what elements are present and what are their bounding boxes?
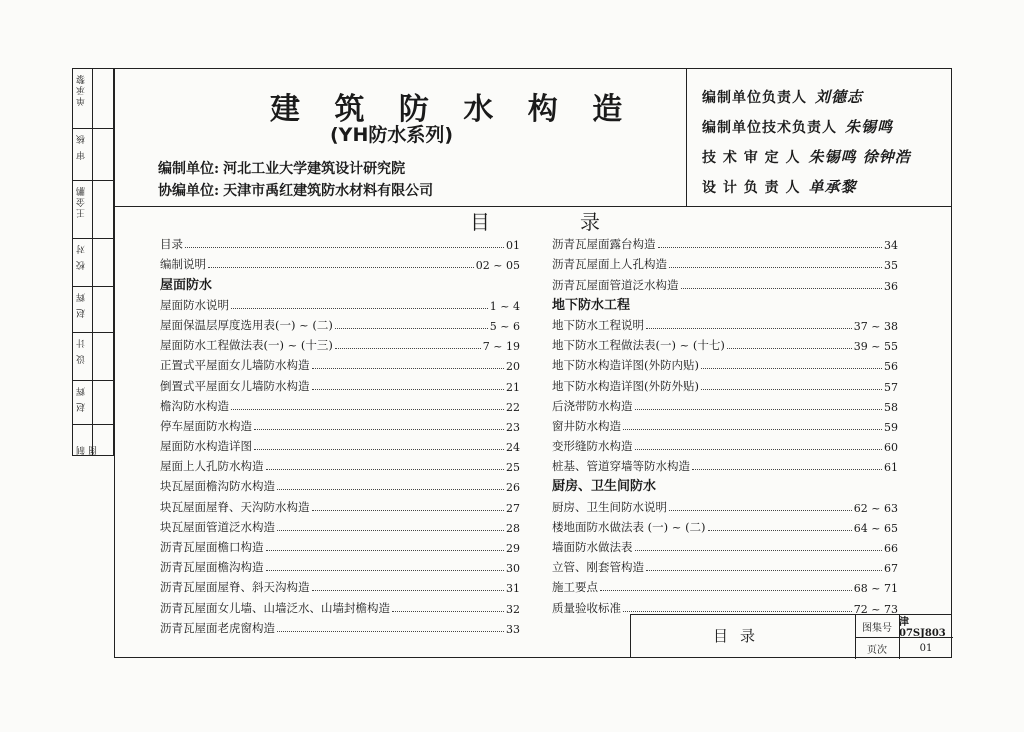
toc-entry bbox=[160, 575, 520, 595]
toc-entry bbox=[160, 616, 520, 636]
toc-section-heading bbox=[552, 293, 898, 313]
toc-leader-dots bbox=[266, 570, 505, 571]
toc-leader-dots bbox=[254, 429, 504, 430]
toc-entry bbox=[160, 232, 520, 252]
toc-leader-dots bbox=[208, 267, 474, 268]
toc-leader-dots bbox=[669, 510, 852, 511]
toc-entry-title: 桩基、管道穿墙等防水构造 bbox=[552, 459, 690, 474]
toc-leader-dots bbox=[231, 409, 504, 410]
toc-entry-title: 屋面上人孔防水构造 bbox=[160, 459, 264, 474]
strip-label: 单承黎 bbox=[77, 73, 87, 106]
strip-cell-review bbox=[73, 129, 113, 181]
strip-label: 审 核 bbox=[77, 133, 87, 160]
toc-leader-dots bbox=[277, 489, 504, 490]
toc-entry bbox=[160, 373, 520, 393]
toc-entry bbox=[552, 313, 898, 333]
responsible-signature: 单承黎 bbox=[808, 178, 857, 196]
toc-leader-dots bbox=[254, 449, 504, 450]
toc-leader-dots bbox=[266, 469, 505, 470]
toc-entry-page: 60 bbox=[884, 441, 898, 455]
toc-entry-page: 20 bbox=[506, 360, 520, 374]
toc-entry-title: 沥青瓦屋面檐口构造 bbox=[160, 540, 264, 554]
toc-entry bbox=[552, 595, 898, 615]
toc-entry-page: 66 bbox=[884, 542, 898, 555]
toc-entry-title: 屋面防水工程做法表(一) ~ (十三) bbox=[160, 338, 333, 353]
toc-entry-page: 02 ~ 05 bbox=[475, 259, 520, 273]
toc-entry bbox=[552, 252, 898, 272]
responsible-role: 编制单位技术负责人 bbox=[702, 120, 837, 136]
responsible-role: 设 计 负 责 人 bbox=[702, 180, 801, 196]
toc-entry-title: 施工要点 bbox=[552, 580, 598, 595]
toc-leader-dots bbox=[701, 389, 882, 390]
toc-leader-dots bbox=[623, 429, 882, 430]
org-value: 天津市禹红建筑防水材料有限公司 bbox=[223, 183, 434, 199]
toc-entry-title: 正置式平屋面女儿墙防水构造 bbox=[160, 358, 310, 373]
toc-entry-title: 沥青瓦屋面管道泛水构造 bbox=[552, 277, 679, 292]
toc-entry bbox=[160, 394, 520, 414]
toc-leader-dots bbox=[708, 530, 852, 531]
toc-entry bbox=[160, 313, 520, 333]
toc-entry bbox=[552, 373, 898, 393]
toc-entry-title: 沥青瓦屋面屋脊、斜天沟构造 bbox=[160, 580, 310, 595]
responsible-row bbox=[702, 116, 893, 137]
atlas-label: 图集号 bbox=[862, 622, 892, 634]
toc-entry-page: 30 bbox=[506, 562, 520, 576]
toc-entry-title: 后浇带防水构造 bbox=[552, 398, 633, 413]
toc-leader-dots bbox=[658, 247, 883, 248]
toc-entry-title: 檐沟防水构造 bbox=[160, 398, 229, 413]
toc-entry-title: 地下防水构造详图(外防外贴) bbox=[552, 378, 699, 393]
toc-entry bbox=[552, 272, 898, 292]
toc-entry bbox=[160, 454, 520, 474]
toc-entry-page: 33 bbox=[506, 622, 520, 636]
strip-cell-drafter bbox=[73, 381, 113, 425]
responsible-row bbox=[702, 146, 911, 167]
responsible-role: 编制单位负责人 bbox=[702, 90, 807, 106]
toc-entry bbox=[160, 515, 520, 535]
toc-entry-title: 块瓦屋面屋脊、天沟防水构造 bbox=[160, 499, 310, 514]
toc-leader-dots bbox=[266, 550, 505, 551]
strip-label: 赵 辉 bbox=[77, 291, 87, 318]
toc-entry bbox=[552, 333, 898, 353]
toc-leader-dots bbox=[681, 288, 883, 289]
toc-leader-dots bbox=[231, 308, 488, 309]
toc-entry-page: 5 ~ 6 bbox=[489, 319, 520, 333]
toc-leader-dots bbox=[669, 267, 882, 268]
title-block bbox=[630, 614, 952, 658]
toc-leader-dots bbox=[635, 409, 883, 410]
atlas-number: 津07SJ803 bbox=[899, 617, 946, 639]
toc-entry bbox=[552, 515, 898, 535]
toc-leader-dots bbox=[335, 348, 481, 349]
toc-entry-page: 56 bbox=[884, 360, 898, 374]
page-number: 01 bbox=[919, 642, 933, 654]
toc-entry-page: 24 bbox=[506, 441, 520, 455]
toc-entry-title: 目录 bbox=[160, 237, 183, 252]
toc-entry-title: 块瓦屋面管道泛水构造 bbox=[160, 519, 275, 534]
toc-entry-page: 32 bbox=[506, 602, 520, 616]
responsible-signature: 朱锡鸣 徐钟浩 bbox=[808, 148, 911, 166]
toc-leader-dots bbox=[646, 328, 852, 329]
toc-entry-page: 37 ~ 38 bbox=[853, 319, 898, 333]
toc-entry bbox=[552, 414, 898, 434]
toc-entry-page: 35 bbox=[884, 259, 898, 273]
org-key: 协编单位: bbox=[158, 183, 220, 199]
toc-entry-page: 29 bbox=[506, 542, 520, 555]
toc-leader-dots bbox=[646, 570, 882, 571]
toc-entry bbox=[160, 474, 520, 494]
toc-entry-title: 变形缝防水构造 bbox=[552, 439, 633, 454]
toc-entry-title: 屋面防水 bbox=[160, 277, 213, 293]
toc-right-column bbox=[552, 232, 898, 616]
toc-entry bbox=[552, 434, 898, 454]
toc-leader-dots bbox=[701, 368, 882, 369]
toc-entry-title: 屋面防水说明 bbox=[160, 297, 229, 312]
toc-entry-page: 1 ~ 4 bbox=[489, 299, 520, 313]
toc-entry-title: 块瓦屋面檐沟防水构造 bbox=[160, 479, 275, 494]
toc-entry-page: 22 bbox=[506, 400, 520, 414]
toc-entry bbox=[160, 293, 520, 313]
toc-entry bbox=[160, 353, 520, 373]
toc-entry-page: 59 bbox=[884, 420, 898, 434]
toc-entry-page: 68 ~ 71 bbox=[853, 582, 898, 596]
toc-entry-title: 编制说明 bbox=[160, 257, 206, 272]
toc-entry-page: 7 ~ 19 bbox=[482, 340, 520, 354]
toc-leader-dots bbox=[727, 348, 852, 349]
toc-entry-title: 沥青瓦屋面老虎窗构造 bbox=[160, 620, 275, 635]
toc-entry bbox=[552, 535, 898, 555]
toc-entry-title: 窗井防水构造 bbox=[552, 418, 621, 433]
toc-entry-page: 27 bbox=[506, 501, 520, 515]
toc-entry-title: 质量验收标准 bbox=[552, 600, 621, 615]
toc-entry-title: 沥青瓦屋面上人孔构造 bbox=[552, 257, 667, 272]
toc-entry-title: 厨房、卫生间防水 bbox=[552, 479, 657, 495]
toc-entry bbox=[160, 333, 520, 353]
strip-cell-reviewer bbox=[73, 69, 113, 129]
org-value: 河北工业大学建筑设计研究院 bbox=[223, 161, 406, 177]
toc-leader-dots bbox=[335, 328, 488, 329]
toc-entry-title: 沥青瓦屋面檐沟构造 bbox=[160, 560, 264, 575]
document-subtitle: (YH防水系列) bbox=[330, 124, 454, 146]
title-block-name: 目录 bbox=[713, 627, 768, 645]
toc-entry bbox=[552, 353, 898, 373]
toc-entry-title: 地下防水构造详图(外防内贴) bbox=[552, 358, 699, 373]
toc-section-heading bbox=[552, 474, 898, 494]
toc-entry bbox=[160, 252, 520, 272]
toc-leader-dots bbox=[277, 631, 504, 632]
responsible-signature: 刘德志 bbox=[815, 88, 864, 106]
strip-cell-designer bbox=[73, 287, 113, 333]
strip-cell-check bbox=[73, 239, 113, 287]
toc-entry-title: 倒置式平屋面女儿墙防水构造 bbox=[160, 378, 310, 393]
strip-label: 制 图 bbox=[77, 444, 99, 455]
toc-entry bbox=[552, 454, 898, 474]
toc-entry bbox=[160, 414, 520, 434]
strip-label: 设 计 bbox=[77, 337, 87, 364]
toc-entry-title: 沥青瓦屋面露台构造 bbox=[552, 237, 656, 252]
responsible-row bbox=[702, 86, 863, 107]
toc-entry bbox=[552, 494, 898, 514]
responsible-row bbox=[702, 176, 857, 197]
toc-entry-page: 25 bbox=[506, 461, 520, 475]
toc-entry-page: 58 bbox=[884, 400, 898, 414]
toc-entry-title: 墙面防水做法表 bbox=[552, 540, 633, 554]
responsible-signature: 朱锡鸣 bbox=[845, 118, 894, 136]
toc-entry bbox=[160, 555, 520, 575]
toc-entry bbox=[160, 434, 520, 454]
toc-entry-title: 楼地面防水做法表 (一) ~ (二) bbox=[552, 519, 706, 534]
toc-leader-dots bbox=[312, 590, 505, 591]
toc-entry-page: 62 ~ 63 bbox=[853, 501, 898, 515]
toc-leader-dots bbox=[623, 611, 852, 612]
toc-entry-page: 39 ~ 55 bbox=[853, 340, 898, 354]
toc-entry-title: 停车屋面防水构造 bbox=[160, 418, 252, 433]
toc-leader-dots bbox=[692, 469, 882, 470]
toc-entry bbox=[160, 494, 520, 514]
toc-entry bbox=[160, 595, 520, 615]
page-label: 页次 bbox=[867, 644, 887, 656]
toc-entry-title: 厨房、卫生间防水说明 bbox=[552, 499, 667, 514]
toc-entry-title: 立管、刚套管构造 bbox=[552, 560, 644, 575]
toc-entry-title: 地下防水工程做法表(一) ~ (十七) bbox=[552, 338, 725, 353]
toc-left-column bbox=[160, 232, 520, 636]
toc-entry bbox=[552, 232, 898, 252]
toc-entry-page: 64 ~ 65 bbox=[853, 521, 898, 535]
toc-section-heading bbox=[160, 272, 520, 292]
binding-strip bbox=[72, 68, 114, 456]
strip-label: 赵 辉 bbox=[77, 385, 87, 412]
compiling-org bbox=[158, 158, 405, 178]
strip-label: 校 对 bbox=[77, 243, 87, 270]
toc-heading: 目录 bbox=[470, 210, 690, 234]
strip-cell-checker bbox=[73, 181, 113, 239]
toc-entry-title: 地下防水工程说明 bbox=[552, 317, 644, 332]
toc-entry bbox=[552, 555, 898, 575]
toc-entry-page: 31 bbox=[506, 582, 520, 596]
toc-entry-page: 57 bbox=[884, 380, 898, 394]
org-key: 编制单位: bbox=[158, 161, 220, 177]
toc-leader-dots bbox=[312, 389, 505, 390]
strip-cell-drawing bbox=[73, 425, 113, 455]
toc-entry-title: 屋面保温层厚度选用表(一) ~ (二) bbox=[160, 317, 333, 332]
toc-entry bbox=[160, 535, 520, 555]
header-vertical-divider bbox=[686, 68, 687, 206]
strip-label: 王金鹏 bbox=[77, 185, 87, 218]
toc-entry-page: 23 bbox=[506, 420, 520, 434]
toc-entry bbox=[552, 575, 898, 595]
responsible-role: 技 术 审 定 人 bbox=[702, 150, 801, 166]
toc-leader-dots bbox=[312, 368, 505, 369]
document-title: 建 筑 防 水 构 造 bbox=[270, 92, 635, 127]
toc-leader-dots bbox=[635, 550, 883, 551]
toc-leader-dots bbox=[635, 449, 883, 450]
toc-leader-dots bbox=[185, 247, 504, 248]
toc-leader-dots bbox=[277, 530, 504, 531]
toc-entry-title: 沥青瓦屋面女儿墙、山墙泛水、山墙封檐构造 bbox=[160, 600, 390, 615]
toc-entry bbox=[552, 394, 898, 414]
title-block-name-cell bbox=[631, 615, 856, 659]
strip-cell-design bbox=[73, 333, 113, 381]
toc-entry-page: 61 bbox=[884, 461, 898, 475]
toc-entry-page: 21 bbox=[506, 380, 520, 394]
toc-entry-page: 72 ~ 73 bbox=[853, 602, 898, 616]
toc-leader-dots bbox=[392, 611, 504, 612]
toc-entry-page: 36 bbox=[884, 279, 898, 293]
toc-entry-page: 01 bbox=[506, 239, 520, 253]
toc-leader-dots bbox=[312, 510, 505, 511]
toc-entry-page: 67 bbox=[884, 562, 898, 576]
toc-entry-title: 屋面防水构造详图 bbox=[160, 439, 252, 454]
toc-entry-page: 26 bbox=[506, 481, 520, 495]
toc-entry-page: 34 bbox=[884, 239, 898, 253]
co-compiling-org bbox=[158, 180, 433, 200]
toc-entry-title: 地下防水工程 bbox=[552, 297, 631, 313]
toc-leader-dots bbox=[600, 590, 852, 591]
toc-entry-page: 28 bbox=[506, 521, 520, 535]
